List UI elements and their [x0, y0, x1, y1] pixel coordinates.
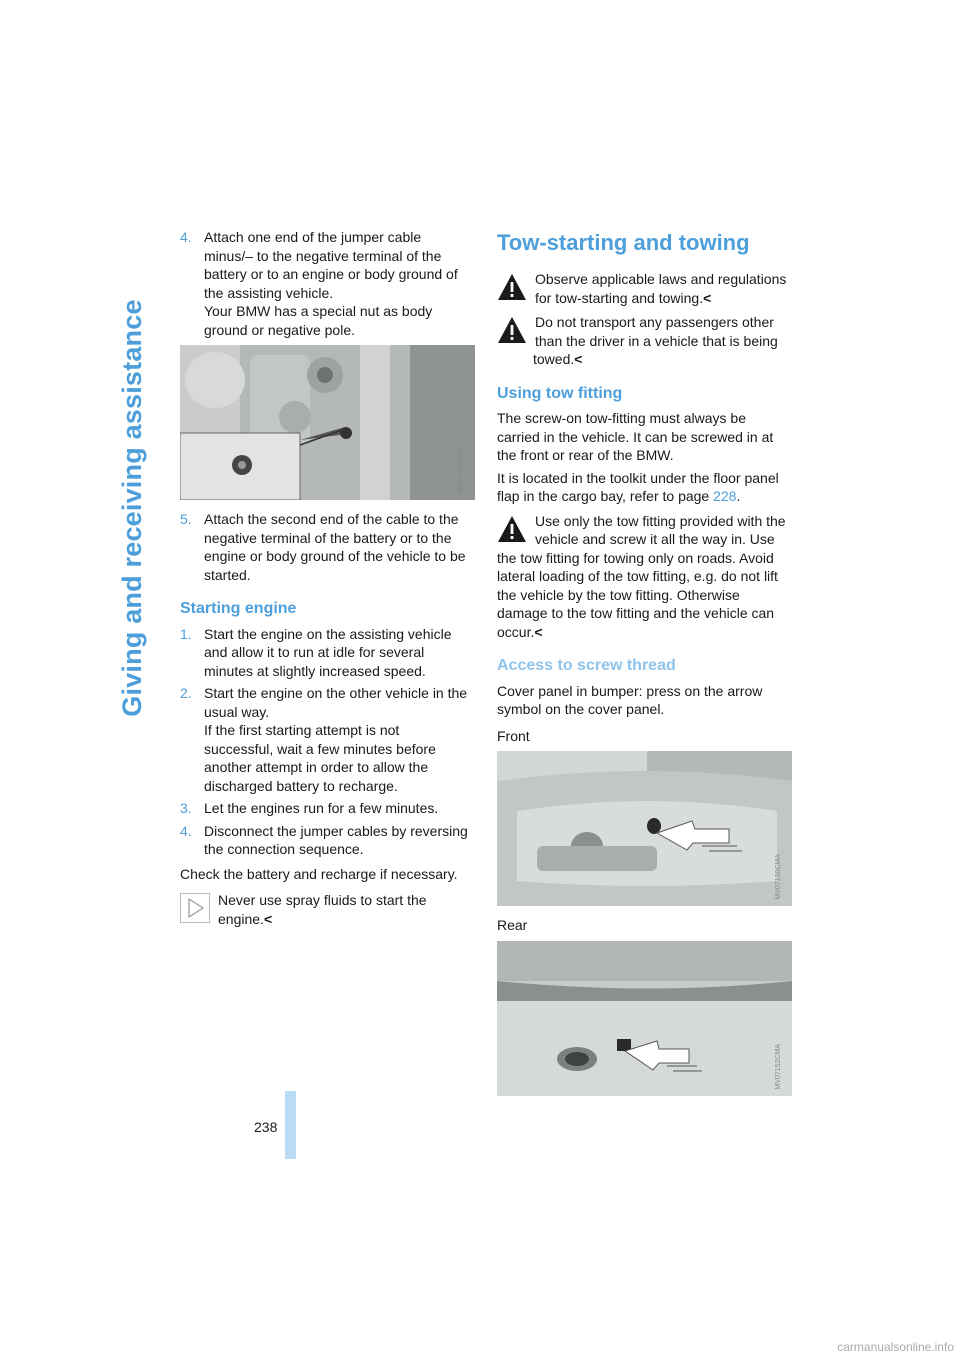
- step-text: Disconnect the jumper cables by reversing the connection sequence.: [204, 822, 468, 857]
- warning-triangle-icon: [497, 272, 527, 302]
- step-text: Attach the second end of the cable to the negative terminal of the battery or to the engine or body ground of the vehicle to be started.: [204, 511, 466, 583]
- step-text-extra: Your BMW has a special nut as body ground or negative pole.: [204, 303, 433, 338]
- start-step-1: [180, 625, 472, 681]
- section-side-title: [112, 228, 152, 788]
- engine-bay-photo: [180, 345, 475, 500]
- photo-code: MV07152CMA: [774, 1043, 782, 1090]
- start-step-3: [180, 799, 472, 818]
- start-step-2: [180, 684, 472, 795]
- end-mark: <: [263, 910, 273, 927]
- tow-location-text: [497, 469, 789, 506]
- step-text: Start the engine on the assisting vehicle and allow it to run at idle for several minutes at slightly increased speed.: [204, 625, 452, 679]
- starting-engine-heading: Starting engine: [180, 600, 297, 617]
- step-number: 1.: [180, 625, 192, 642]
- spray-fluids-note: [180, 891, 472, 928]
- section-title-text: Giving and receiving assistance: [116, 299, 147, 717]
- warning-tow-fitting: [497, 512, 789, 642]
- access-text: Cover panel in bumper: press on the arrow symbol on the cover panel.: [497, 682, 763, 717]
- page-link-228[interactable]: 228: [713, 488, 737, 504]
- front-bumper-photo: [497, 751, 792, 906]
- step-5-attach: [180, 510, 472, 584]
- warning-text: Use only the tow fitting provided with the vehicle and screw it all the way in. Use the tow fitting for towing only on roads. Avoid lateral loading of the tow fitting, e.g. do not lift the vehicle by the tow fitting. Otherwise damage to the tow fitting and the vehicle can occur.: [497, 512, 786, 640]
- warning-laws: [497, 270, 789, 307]
- step-text-extra: If the first starting attempt is not successful, wait a few minutes before another attempt in order to allow the discharged battery to recharge.: [204, 722, 436, 794]
- warning-triangle-icon: [497, 514, 527, 544]
- front-bumper-illustration: [497, 751, 792, 906]
- watermark: carmanualsonline.info: [837, 1339, 954, 1354]
- note-text: Never use spray fluids to start the engine.: [218, 892, 427, 927]
- engine-bay-illustration: [180, 345, 475, 500]
- check-battery-text: Check the battery and recharge if necessary.: [180, 865, 458, 882]
- rear-bumper-photo: [497, 941, 792, 1096]
- step-number: 4.: [180, 229, 192, 245]
- rear-label: Rear: [497, 917, 528, 933]
- photo-code: MV07105CMA: [457, 448, 465, 494]
- tow-fitting-text: The screw-on tow-fitting must always be carried in the vehicle. It can be screwed in at the front or rear of the BMW.: [497, 410, 774, 463]
- rear-bumper-illustration: [497, 941, 792, 1096]
- photo-code: MV07150CMA: [774, 854, 782, 900]
- step-text: Start the engine on the other vehicle in the usual way.: [204, 685, 468, 720]
- warning-triangle-icon: [497, 315, 527, 345]
- step-number: 5.: [180, 511, 192, 527]
- step-text: Let the engines run for a few minutes.: [204, 800, 439, 816]
- left-column: [180, 228, 472, 934]
- page-number: 238: [254, 1119, 278, 1135]
- page-marker-bar: [285, 1091, 296, 1159]
- access-screw-thread-heading: Access to screw thread: [497, 657, 676, 674]
- warning-text: Observe applicable laws and regulations for tow-starting and towing.: [535, 271, 787, 306]
- start-step-4: [180, 822, 472, 859]
- end-mark: <: [534, 623, 543, 640]
- right-column: [497, 228, 789, 1106]
- tow-location-text-a: It is located in the toolkit under the floor panel flap in the cargo bay, refer to page: [497, 469, 779, 504]
- front-label: Front: [497, 727, 530, 744]
- note-play-icon: [180, 893, 210, 923]
- tow-location-text-b: .: [736, 488, 741, 504]
- using-tow-fitting-heading: Using tow fitting: [497, 384, 623, 402]
- end-mark: <: [703, 289, 712, 306]
- step-number: 3.: [180, 800, 192, 816]
- end-mark: <: [574, 351, 583, 367]
- step-text: Attach one end of the jumper cable minus/– to the negative terminal of the battery or to an engine or body ground of the assisting vehicle.: [204, 229, 458, 301]
- step-4-attach: [180, 228, 472, 339]
- tow-starting-heading: Tow-starting and towing: [497, 230, 750, 255]
- warning-passengers: [497, 313, 789, 369]
- warning-text: Do not transport any passengers other than the driver in a vehicle that is being towed.: [533, 314, 778, 367]
- step-number: 4.: [180, 822, 192, 839]
- step-number: 2.: [180, 685, 192, 701]
